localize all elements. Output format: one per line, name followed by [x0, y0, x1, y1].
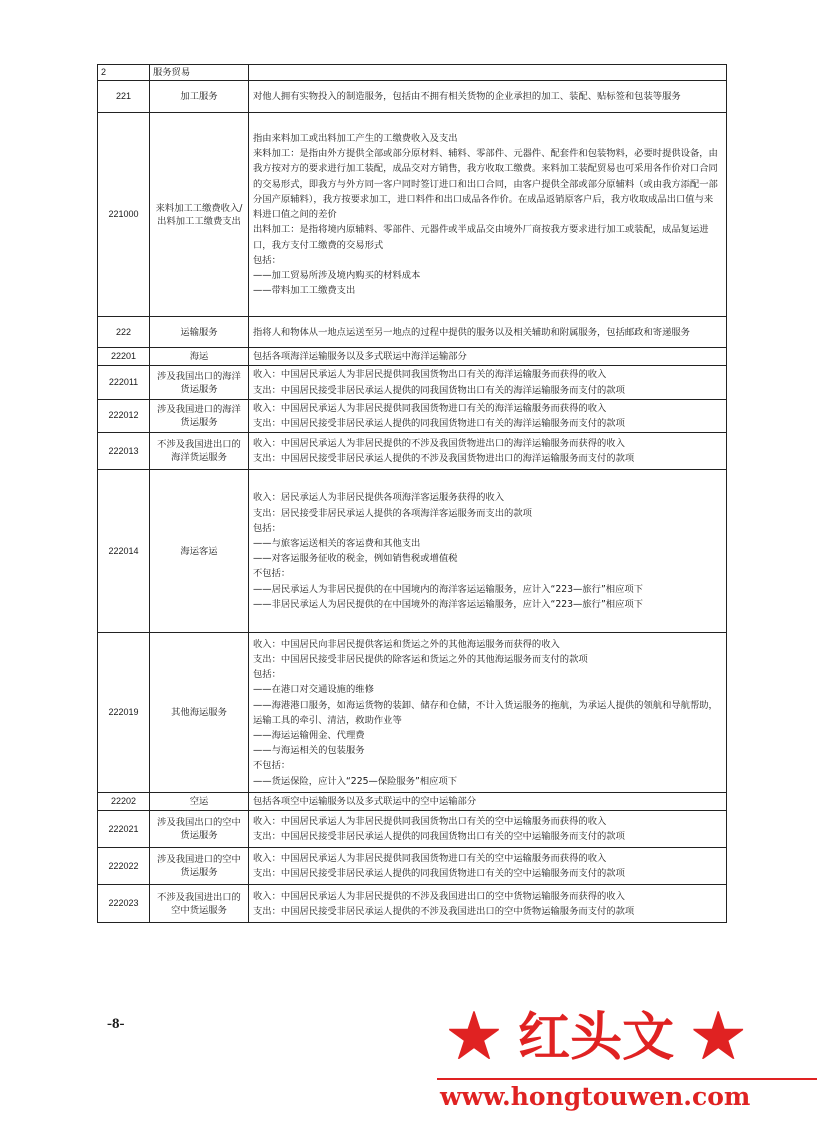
row-description [249, 65, 727, 81]
table-row [98, 885, 727, 923]
row-name: 运输服务 [150, 317, 249, 348]
description-line: 收入：中国居民承运人为非居民提供同我国货物出口有关的空中运输服务而获得的收入 [253, 816, 607, 828]
description-line: 收入：中国居民承运人为非居民提供同我国货物出口有关的海洋运输服务而获得的收入 [253, 369, 607, 381]
description-line: ——与旅客运送相关的客运费和其他支出 [253, 538, 421, 550]
row-code: 222012 [98, 399, 150, 432]
row-name: 涉及我国出口的海洋货运服务 [150, 366, 249, 399]
table-row [98, 348, 727, 366]
description-line: 支出：中国居民接受非居民承运人提供的同我国货物出口有关的空中运输服务而支付的款项 [253, 831, 625, 843]
row-description [249, 470, 727, 633]
row-code: 222014 [98, 470, 150, 633]
table-row [98, 811, 727, 848]
row-description [249, 399, 727, 432]
description-line: 包括： [253, 254, 281, 266]
row-name: 涉及我国出口的空中货运服务 [150, 811, 249, 848]
brand-divider [437, 1078, 817, 1080]
description-line: 收入：中国居民承运人为非居民提供同我国货物进口有关的海洋运输服务而获得的收入 [253, 402, 607, 414]
row-name: 空运 [150, 793, 249, 811]
row-name: 不涉及我国进出口的海洋货运服务 [150, 433, 249, 470]
description-line: 指将人和物体从一地点运送至另一地点的过程中提供的服务以及相关辅助和附属服务，包括邮政和寄递服务 [253, 326, 690, 338]
row-code: 222023 [98, 885, 150, 923]
description-line: ——加工贸易所涉及境内购买的材料成本 [253, 269, 421, 281]
description-line: 收入：中国居民承运人为非居民提供的不涉及我国进出口的空中货物运输服务而获得的收入 [253, 890, 625, 902]
description-line: 来料加工：是指由外方提供全部或部分原材料、辅料、零部件、元器件、配套件和包装物料，必要时提供设备，由我方按对方的要求进行加工装配，成品交对方销售，我方收取工缴费。来料加工装配贸易也可采用各作价对口合同的交易形式，即我方与外方同一客户同时签订进口和出口合同，由客户提供全部或部分原辅料（或由我方添配一部分国产原辅料），我方按要求加工，进口料件和出口成品各作价。在成品返销原客户后，我方收取成品出口值与来料进口值之间的差价 [253, 148, 718, 221]
table-row [98, 793, 727, 811]
table-row [98, 433, 727, 470]
description-line: ——海港港口服务，如海运货物的装卸、储存和仓储，不计入货运服务的拖航，为承运人提供的领航和导航帮助，运输工具的牵引、清洁，救助作业等 [253, 699, 718, 726]
row-name: 不涉及我国进出口的空中货运服务 [150, 885, 249, 923]
description-line: 支出：中国居民接受非居民承运人提供的同我国货物进口有关的空中运输服务而支付的款项 [253, 868, 625, 880]
description-line: 收入：中国居民承运人为非居民提供同我国货物进口有关的空中运输服务而获得的收入 [253, 853, 607, 865]
row-description [249, 81, 727, 113]
description-line: 收入：居民承运人为非居民提供各项海洋客运服务获得的收入 [253, 492, 505, 504]
table-row [98, 81, 727, 113]
row-code: 222 [98, 317, 150, 348]
description-line: ——带料加工工缴费支出 [253, 285, 356, 297]
row-code: 22201 [98, 348, 150, 366]
brand-logo-text: ★ 红头文 ★ [448, 1007, 745, 1068]
description-line: 包括： [253, 522, 281, 534]
classification-table [97, 64, 727, 923]
description-line: ——货运保险，应计入“225—保险服务”相应项下 [253, 775, 458, 787]
description-line: 出料加工：是指将境内原辅料、零部件、元器件或半成品交由境外厂商按我方要求进行加工或装配，成品复运进口，我方支付工缴费的交易形式 [253, 224, 709, 251]
description-line: 支出：中国居民接受非居民承运人提供的同我国货物出口有关的海洋运输服务而支付的款项 [253, 384, 625, 396]
description-line: 不包括： [253, 760, 291, 772]
description-line: ——海运运输佣金、代理费 [253, 729, 365, 741]
description-line: 支出：中国居民接受非居民承运人提供的同我国货物进口有关的海洋运输服务而支付的款项 [253, 418, 625, 430]
row-code: 2 [98, 65, 150, 81]
row-name: 加工服务 [150, 81, 249, 113]
table-row [98, 848, 727, 885]
description-line: ——在港口对交通设施的维修 [253, 684, 374, 696]
row-name: 来料加工工缴费收入/出料加工工缴费支出 [150, 113, 249, 317]
brand-url: www.hongtouwen.com [440, 1082, 751, 1111]
row-name: 海运 [150, 348, 249, 366]
row-description [249, 633, 727, 793]
description-line: 收入：中国居民向非居民提供客运和货运之外的其他海运服务而获得的收入 [253, 638, 560, 650]
table-row [98, 633, 727, 793]
row-code: 221 [98, 81, 150, 113]
description-line: 支出：中国居民接受非居民提供的除客运和货运之外的其他海运服务而支付的款项 [253, 653, 588, 665]
table-row [98, 65, 727, 81]
table-row [98, 366, 727, 399]
row-description [249, 793, 727, 811]
description-line: 支出：中国居民接受非居民承运人提供的不涉及我国进出口的空中货物运输服务而支付的款项 [253, 905, 635, 917]
description-line: 指由来料加工或出料加工产生的工缴费收入及支出 [253, 133, 458, 145]
row-code: 222021 [98, 811, 150, 848]
page-number: -8- [107, 1016, 125, 1032]
row-description [249, 848, 727, 885]
description-line: 包括各项空中运输服务以及多式联运中的空中运输部分 [253, 796, 477, 808]
description-line: 包括： [253, 669, 281, 681]
description-line: ——对客运服务征收的税金，例如销售税或增值税 [253, 553, 458, 565]
description-line: 不包括： [253, 568, 291, 580]
table-row [98, 399, 727, 432]
row-description [249, 811, 727, 848]
description-line: ——与海运相关的包装服务 [253, 745, 365, 757]
row-description [249, 317, 727, 348]
row-code: 222019 [98, 633, 150, 793]
description-line: 收入：中国居民承运人为非居民提供的不涉及我国货物进出口的海洋运输服务而获得的收入 [253, 438, 625, 450]
row-name: 其他海运服务 [150, 633, 249, 793]
table-body [98, 65, 727, 923]
row-description [249, 885, 727, 923]
description-line: 支出：中国居民接受非居民承运人提供的不涉及我国货物进出口的海洋运输服务而支付的款项 [253, 453, 635, 465]
row-name: 涉及我国进口的空中货运服务 [150, 848, 249, 885]
description-line: 对他人拥有实物投入的制造服务，包括由不拥有相关货物的企业承担的加工、装配、贴标签和包装等服务 [253, 91, 681, 103]
description-line: 包括各项海洋运输服务以及多式联运中海洋运输部分 [253, 351, 467, 363]
table-row [98, 113, 727, 317]
row-description [249, 433, 727, 470]
row-description [249, 366, 727, 399]
row-code: 221000 [98, 113, 150, 317]
table-row [98, 317, 727, 348]
description-line: ——非居民承运人为居民提供的在中国境外的海洋客运运输服务，应计入“223—旅行”相应项下 [253, 598, 643, 610]
table-row [98, 470, 727, 633]
row-code: 222022 [98, 848, 150, 885]
row-code: 22202 [98, 793, 150, 811]
row-code: 222013 [98, 433, 150, 470]
row-name: 涉及我国进口的海洋货运服务 [150, 399, 249, 432]
row-name: 服务贸易 [150, 65, 249, 81]
row-description [249, 113, 727, 317]
description-line: 支出：居民接受非居民承运人提供的各项海洋客运服务而支出的款项 [253, 507, 532, 519]
description-line: ——居民承运人为非居民提供的在中国境内的海洋客运运输服务，应计入“223—旅行”相应项下 [253, 583, 643, 595]
row-code: 222011 [98, 366, 150, 399]
row-name: 海运客运 [150, 470, 249, 633]
row-description [249, 348, 727, 366]
